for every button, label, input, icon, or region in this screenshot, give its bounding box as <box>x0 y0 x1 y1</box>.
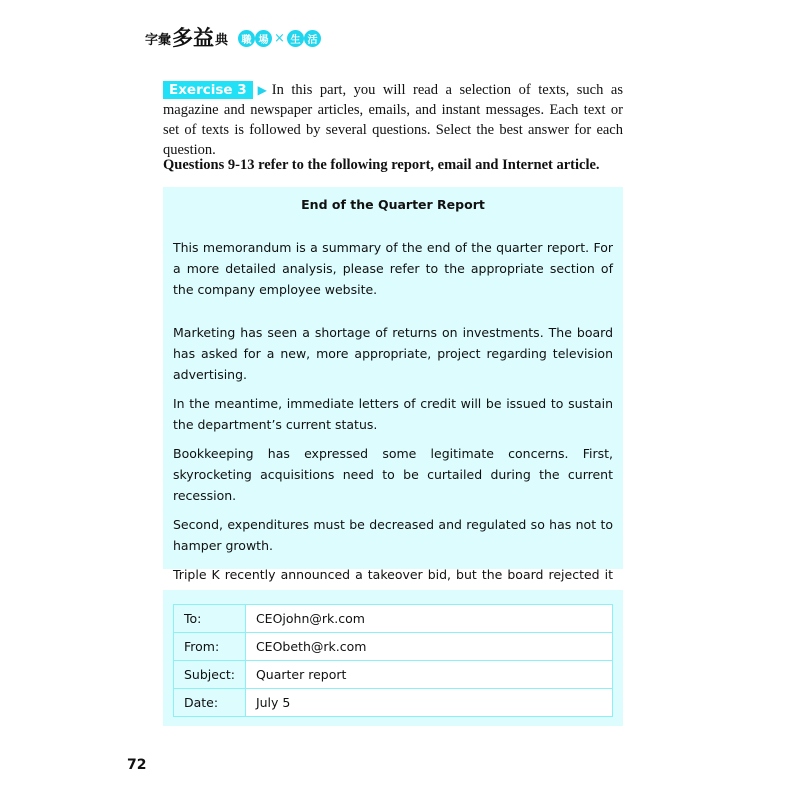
report-paragraph: In the meantime, immediate letters of credit will be issued to sustain the department’s current status. <box>173 396 613 432</box>
report-paragraph: Second, expenditures must be decreased and regulated so has not to hamper growth. <box>173 517 613 553</box>
play-arrow-icon: ▶ <box>253 83 271 97</box>
section-badges <box>238 30 321 47</box>
report-paragraph: Marketing has seen a shortage of returns on investments. The board has asked for a new, more appropriate, project regarding television advertising. <box>173 325 613 382</box>
email-field-value: July 5 <box>245 689 612 717</box>
table-row <box>174 605 613 633</box>
questions-heading: Questions 9-13 refer to the following report, email and Internet article. <box>163 157 600 173</box>
badge-circle: 生 <box>287 30 304 47</box>
email-field-label: To: <box>174 605 246 633</box>
book-title-suffix: 典 <box>215 33 229 48</box>
email-field-label: From: <box>174 633 246 661</box>
report-panel <box>163 187 623 582</box>
email-panel <box>163 590 623 726</box>
badge-circle: 活 <box>304 30 321 47</box>
email-field-value: Quarter report <box>245 661 612 689</box>
email-field-value: CEOjohn@rk.com <box>245 605 612 633</box>
report-paragraph: Bookkeeping has expressed some legitimate concerns. First, skyrocketing acquisitions need to be curtailed during the current recession. <box>173 446 613 503</box>
badge-circle: 職 <box>238 30 255 47</box>
report-paragraph: Triple K recently announced a takeover bid, but the board rejected it <box>173 567 613 582</box>
exercise-intro <box>163 80 623 160</box>
table-row <box>174 661 613 689</box>
report-paragraph: This memorandum is a summary of the end of the quarter report. For a more detailed analysis, please refer to the appropriate section of the company employee website. <box>173 240 613 297</box>
email-header-table <box>173 604 613 717</box>
report-title: End of the Quarter Report <box>301 197 485 212</box>
table-row <box>174 689 613 717</box>
email-field-value: CEObeth@rk.com <box>245 633 612 661</box>
badge-separator: × <box>274 31 285 46</box>
book-title-main: 多益 <box>172 26 215 50</box>
book-header <box>145 28 321 49</box>
book-title-prefix: 字彙 <box>145 33 172 48</box>
exercise-label: Exercise 3 <box>163 81 253 99</box>
email-field-label: Date: <box>174 689 246 717</box>
table-row <box>174 633 613 661</box>
badge-circle: 場 <box>255 30 272 47</box>
report-body <box>173 237 613 614</box>
page-number: 72 <box>127 757 147 773</box>
exercise-instructions: In this part, you will read a selection of texts, such as magazine and newspaper articles, emails, and instant messages. Each text or set of texts is followed by several questions. Select the best answer for each question. <box>163 82 623 158</box>
email-field-label: Subject: <box>174 661 246 689</box>
